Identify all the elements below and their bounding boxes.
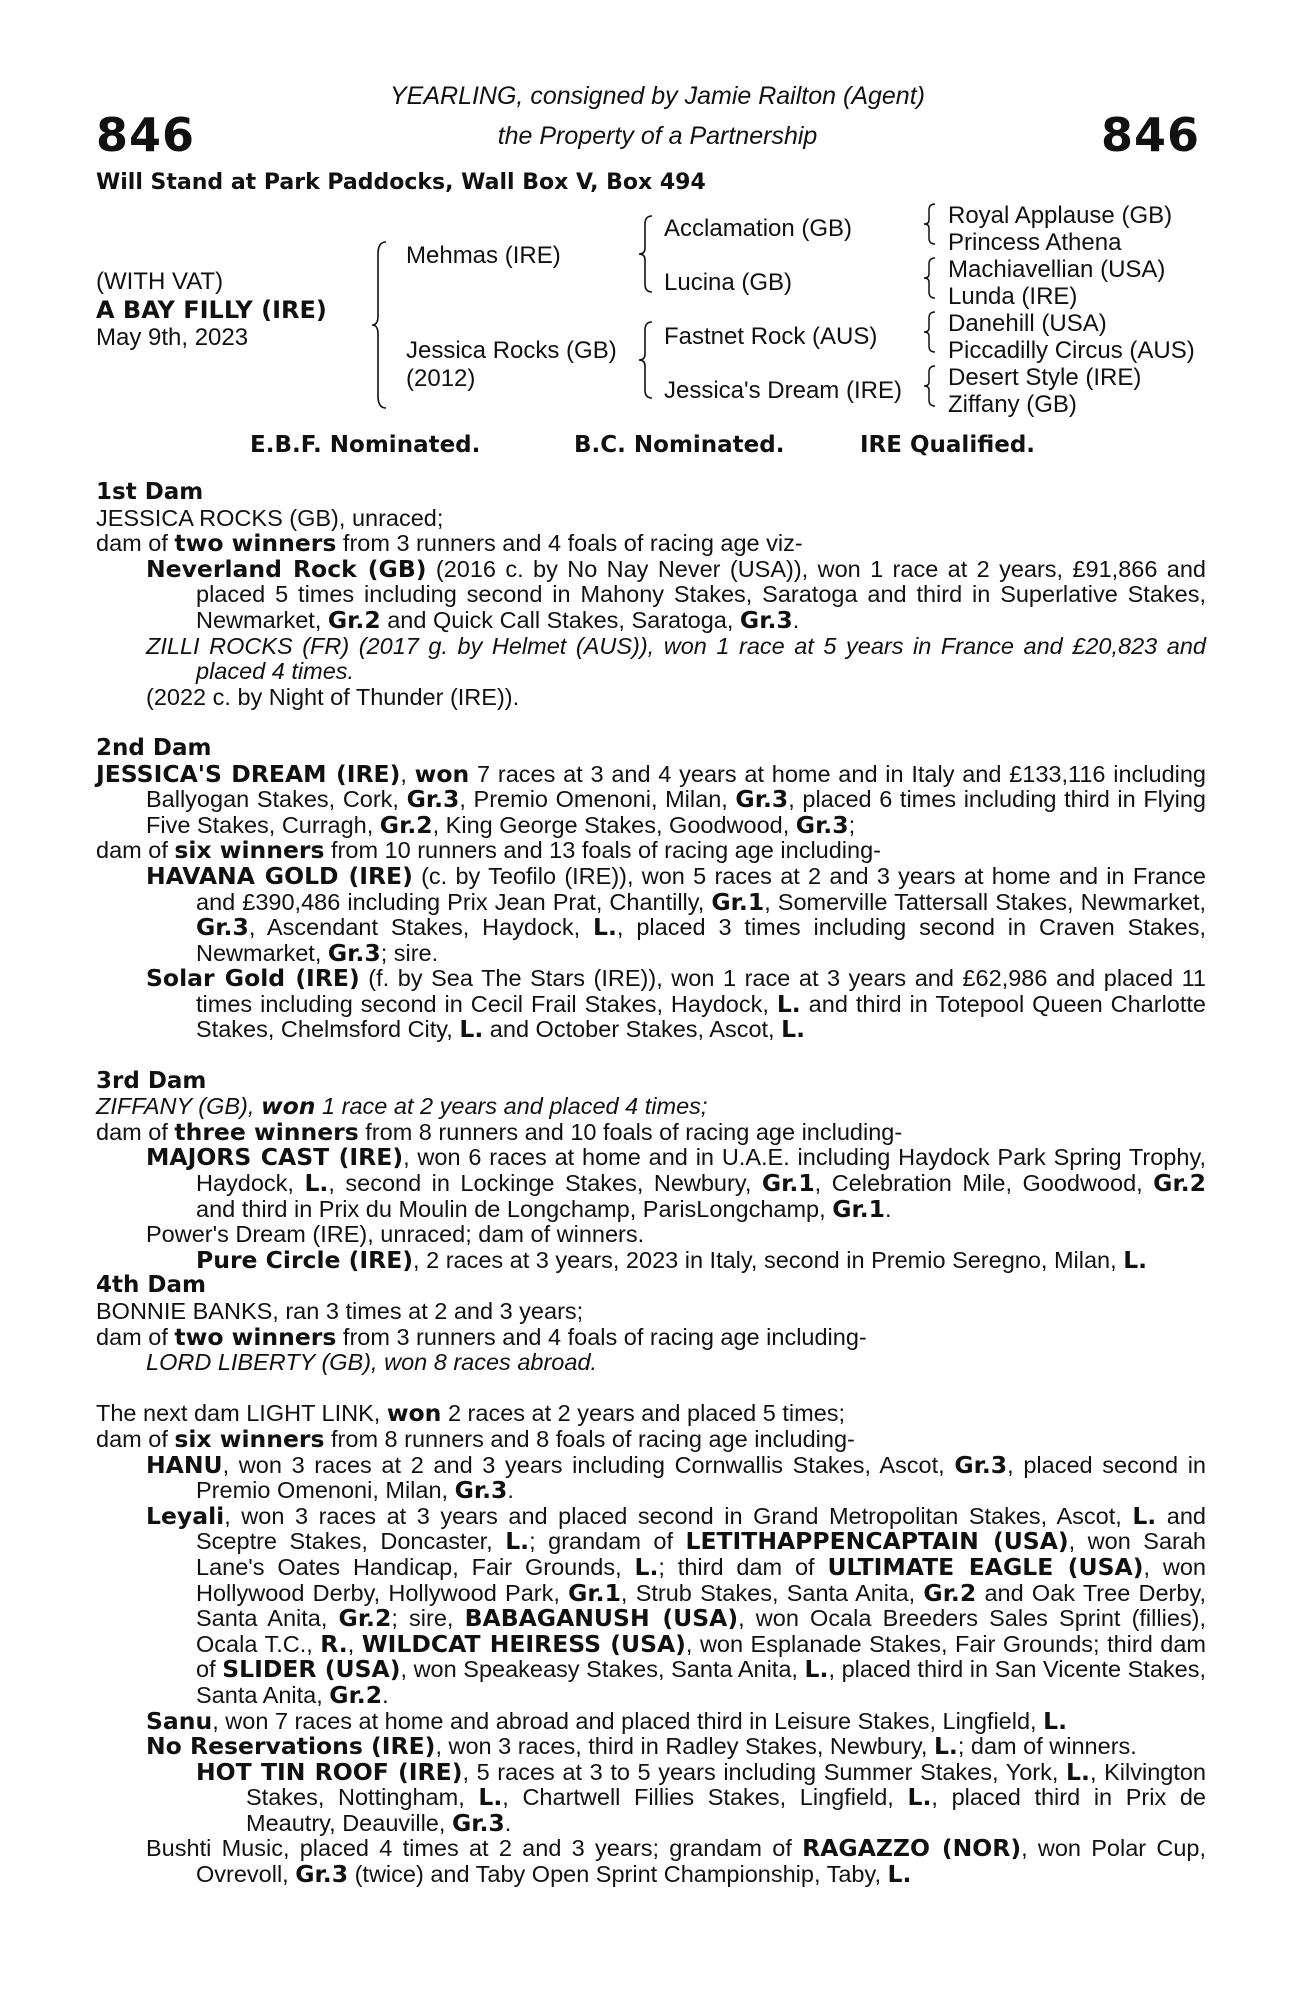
- second-dam-produce-summary: dam of six winners from 10 runners and 13 foals of racing age including-: [96, 836, 881, 865]
- pedigree-brace-gg1: [922, 202, 938, 246]
- first-dam-produce-summary: dam of two winners from 3 runners and 4 foals of racing age viz-: [96, 529, 803, 558]
- pedigree-sire-sire: Acclamation (GB): [664, 215, 853, 242]
- pedigree-ggen-2: Princess Athena: [948, 229, 1122, 256]
- vat-note: (WITH VAT): [96, 268, 224, 295]
- pedigree-dam-sire: Fastnet Rock (AUS): [664, 323, 878, 350]
- pedigree-ggen-8: Ziffany (GB): [948, 391, 1077, 418]
- third-dam-foal-majors-cast: MAJORS CAST (IRE), won 6 races at home and in U.A.E. including Haydock Park Spring Trophy, Haydock, L., second in Lockinge Stakes, Newbury, Gr.1, Celebration Mile, Goodwood, Gr.2 and third in Prix du Moulin de Longchamp, ParisLongchamp, Gr.1.: [146, 1143, 1206, 1223]
- first-dam-foal-neverland-rock: Neverland Rock (GB) (2016 c. by No Nay Never (USA)), won 1 race at 2 years, £91,866 and placed 5 times including second in Mahony Stakes, Saratoga and third in Superlative Stakes, Newmarket, Gr.2 and Quick Call Stakes, Saratoga, Gr.3.: [146, 554, 1206, 634]
- pedigree-body: [96, 480, 1206, 1888]
- next-dam-grandfoal-hot-tin-roof: HOT TIN ROOF (IRE), 5 races at 3 to 5 years including Summer Stakes, York, L., Kilvington Stakes, Nottingham, L., Chartwell Fillies Stakes, Lingfield, L., placed third in Prix de Meautry, Deauville, Gr.3.: [196, 1757, 1207, 1837]
- pedigree-brace-sire: [636, 214, 656, 294]
- next-dam-record: The next dam LIGHT LINK, won 2 races at 2 years and placed 5 times;: [96, 1399, 846, 1428]
- first-dam-name: JESSICA ROCKS (GB), unraced;: [96, 504, 444, 531]
- pedigree-dam: Jessica Rocks (GB): [406, 337, 617, 364]
- second-dam-foal-havana-gold: HAVANA GOLD (IRE) (c. by Teofilo (IRE)), won 5 races at 2 and 3 years at home and in France and £390,486 including Prix Jean Prat, Chantilly, Gr.1, Somerville Tattersall Stakes, Newmarket, Gr.3, Ascendant Stakes, Haydock, L., placed 3 times including second in Craven Stakes, Newmarket, Gr.3; sire.: [146, 861, 1206, 967]
- next-dam-foal-leyali: Leyali, won 3 races at 3 years and placed second in Grand Metropolitan Stakes, Ascot, L. and Sceptre Stakes, Doncaster, L.; grandam of LETITHAPPENCAPTAIN (USA), won Sarah Lane's Oates Handicap, Fair Grounds, L.; third dam of ULTIMATE EAGLE (USA), won Hollywood Derby, Hollywood Park, Gr.1, Strub Stakes, Santa Anita, Gr.2 and Oak Tree Derby, Santa Anita, Gr.2; sire, BABAGANUSH (USA), won Ocala Breeders Sales Sprint (fillies), Ocala T.C., R., WILDCAT HEIRESS (USA), won Esplanade Stakes, Fair Grounds; third dam of SLIDER (USA), won Speakeasy Stakes, Santa Anita, L., placed third in San Vicente Stakes, Santa Anita, Gr.2.: [146, 1501, 1207, 1709]
- fourth-dam-record: BONNIE BANKS, ran 3 times at 2 and 3 years;: [96, 1298, 584, 1324]
- pedigree-dam-dam: Jessica's Dream (IRE): [664, 377, 902, 404]
- horse-name: A BAY FILLY (IRE): [96, 296, 327, 324]
- second-dam-record: JESSICA'S DREAM (IRE), won 7 races at 3 and 4 years at home and in Italy and £133,116 including Ballyogan Stakes, Cork, Gr.3, Premio Omenoni, Milan, Gr.3, placed 6 times including third in Flying Five Stakes, Curragh, Gr.2, King George Stakes, Goodwood, Gr.3;: [96, 759, 1207, 839]
- pedigree-dam-year: (2012): [406, 365, 476, 392]
- first-dam-foal-zilli-rocks: ZILLI ROCKS (FR) (2017 g. by Helmet (AUS)), won 1 race at 5 years in France and £20,823 and placed 4 times.: [146, 632, 1206, 685]
- pedigree-ggen-1: Royal Applause (GB): [948, 202, 1173, 229]
- third-dam-foal-powers-dream: Power's Dream (IRE), unraced; dam of winners.: [146, 1221, 645, 1248]
- pedigree-ggen-6: Piccadilly Circus (AUS): [948, 337, 1195, 364]
- pedigree-sire-dam: Lucina (GB): [664, 269, 793, 296]
- pedigree-brace-gg2: [922, 256, 938, 300]
- third-dam-produce-summary: dam of three winners from 8 runners and 10 foals of racing age including-: [96, 1117, 903, 1146]
- next-dam-foal-sanu: Sanu, won 7 races at home and abroad and placed third in Leisure Stakes, Lingfield, L.: [146, 1706, 1068, 1735]
- next-dam-foal-hanu: HANU, won 3 races at 2 and 3 years including Cornwallis Stakes, Ascot, Gr.3, placed second in Premio Omenoni, Milan, Gr.3.: [146, 1450, 1206, 1505]
- pedigree-ggen-4: Lunda (IRE): [948, 283, 1078, 310]
- next-dam-foal-no-reservations: No Reservations (IRE), won 3 races, third in Radley Stakes, Newbury, L.; dam of winners.: [146, 1732, 1137, 1761]
- fourth-dam-produce-summary: dam of two winners from 3 runners and 4 foals of racing age including-: [96, 1322, 867, 1351]
- section-heading-2nd-dam: 2nd Dam: [96, 734, 212, 761]
- fourth-dam-foal-lord-liberty: LORD LIBERTY (GB), won 8 races abroad.: [146, 1349, 598, 1376]
- pedigree-ggen-5: Danehill (USA): [948, 310, 1107, 337]
- section-heading-1st-dam: 1st Dam: [96, 479, 204, 505]
- foaling-date: May 9th, 2023: [96, 324, 249, 351]
- third-dam-record: ZIFFANY (GB), won 1 race at 2 years and placed 4 times;: [96, 1092, 708, 1121]
- property-line: the Property of a Partnership: [497, 122, 818, 150]
- second-dam-foal-solar-gold: Solar Gold (IRE) (f. by Sea The Stars (IRE)), won 1 race at 3 years and £62,986 and placed 11 times including second in Cecil Frail Stakes, Haydock, L. and third in Totepool Queen Charlotte Stakes, Chelmsford City, L. and October Stakes, Ascot, L.: [146, 964, 1206, 1044]
- lot-number-left: 846: [96, 108, 196, 162]
- consignment-line: YEARLING, consigned by Jamie Railton (Agent): [390, 82, 925, 110]
- stand-location: Will Stand at Park Paddocks, Wall Box V, Box 494: [96, 170, 706, 195]
- section-heading-3rd-dam: 3rd Dam: [96, 1067, 207, 1094]
- pedigree-ggen-7: Desert Style (IRE): [948, 364, 1142, 391]
- next-dam-produce-summary: dam of six winners from 8 runners and 8 foals of racing age including-: [96, 1424, 855, 1453]
- nomination-ire: IRE Qualified.: [860, 432, 1036, 458]
- pedigree-ggen-3: Machiavellian (USA): [948, 256, 1166, 283]
- pedigree-brace-gg4: [922, 364, 938, 408]
- pedigree-brace-gg3: [922, 310, 938, 354]
- pedigree-sire: Mehmas (IRE): [406, 242, 561, 269]
- next-dam-foal-bushti-music: Bushti Music, placed 4 times at 2 and 3 years; grandam of RAGAZZO (NOR), won Polar Cup, Ovrevoll, Gr.3 (twice) and Taby Open Sprint Championship, Taby, L.: [146, 1834, 1207, 1889]
- nomination-bc: B.C. Nominated.: [574, 432, 785, 458]
- section-heading-4th-dam: 4th Dam: [96, 1272, 206, 1299]
- third-dam-grandfoal-pure-circle: Pure Circle (IRE), 2 races at 3 years, 2023 in Italy, second in Premio Seregno, Milan, L.: [196, 1245, 1148, 1274]
- first-dam-foal-2022: (2022 c. by Night of Thunder (IRE)).: [146, 683, 520, 710]
- pedigree-brace-dam: [636, 320, 656, 400]
- lot-number-right: 846: [1100, 108, 1200, 162]
- nomination-ebf: E.B.F. Nominated.: [250, 432, 481, 458]
- pedigree-brace-main: [370, 240, 390, 410]
